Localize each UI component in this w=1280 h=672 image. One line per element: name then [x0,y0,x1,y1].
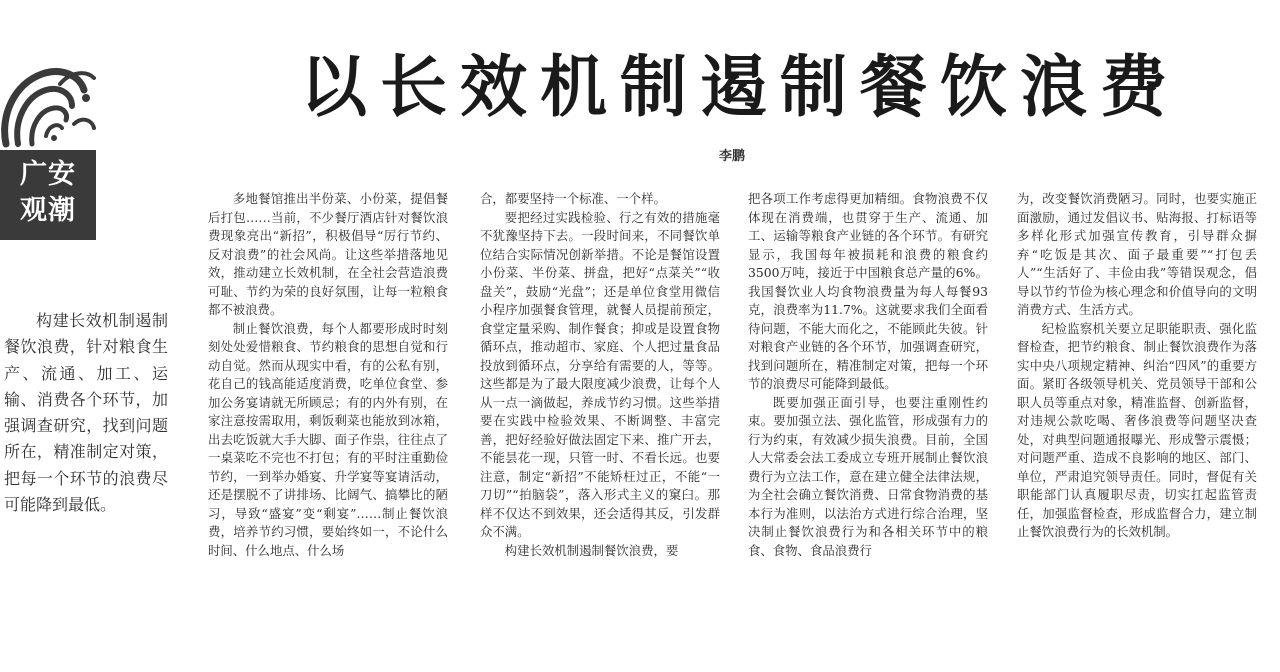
column-name-line2: 观潮 [20,195,76,226]
paragraph: 构建长效机制遏制餐饮浪费，要 [504,542,679,558]
paragraph: 合，都要坚持一个标准、一个样。 [480,191,666,206]
paragraph: 多地餐馆推出半份菜、小份菜，提倡餐后打包……当前，不少餐厅酒店针对餐饮浪费现象亮出“新招”，积极倡导“厉行节约、反对浪费”的社会风尚。让这些举措落地见效，推动建立长效机制，在全社会营造浪费可耻、节约为荣的良好氛围，让每一粒粮食都不被浪费。 [208,191,448,317]
article-column-3 [748,190,988,650]
article-column-4 [1017,190,1257,650]
paragraph: 既要加强正面引导，也要注重刚性约束。要加强立法、强化监管，形成强有力的行为约束，有效减少损失浪费。目前，全国人大常委会法工委成立专班开展制止餐饮浪费行为立法工作，意在建立健全法律法规，为全社会确立餐饮消费、日常食物消费的基本行为准则，以法治方式进行综合治理，坚决制止餐饮浪费行为和各相关环节中的粮食、食物、食品浪费行 [748,394,988,558]
article-summary: 构建长效机制遏制餐饮浪费，针对粮食生产、流通、加工、运输、消费各个环节，加强调查研究，找到问题所在，精准制定对策，把每一个环节的浪费尽可能降到最低。 [4,311,168,515]
paragraph: 纪检监察机关要立足职能职责、强化监督检查，把节约粮食、制止餐饮浪费作为落实中央八项规定精神、纠治“四风”的重要方面。紧盯各级领导机关、党员领导干部和公职人员等重点对象，精准监督、创新监督，对违规公款吃喝、奢侈浪费等问题坚决查处，对典型问题通报曝光、形成警示震慑；对问题严重、造成不良影响的地区、部门、单位，严肃追究领导责任。同时，督促有关职能部门认真履职尽责，切实扛起监管责任，加强监督检查，形成监督合力，建立制止餐饮浪费行为的长效机制。 [1017,320,1257,539]
paragraph: 要把经过实践检验、行之有效的措施毫不犹豫坚持下去。一段时间来，不同餐饮单位结合实际情况创新举措。不论是餐馆设置小份菜、半份菜、拼盘，把好“点菜关”“收盘关”，鼓励“光盘”；还是单位食堂用微信小程序加强餐食管理，就餐人员提前预定，食堂定量采购、制作餐食；抑或是设置食物循环点，推动超市、家庭、个人把过量食品投放到循环点，分享给有需要的人，等等。这些都是为了最大限度减少浪费，让每个人从一点一滴做起，养成节约习惯。这些举措要在实践中检验效果、不断调整、丰富完善，把好经验好做法固定下来、推广开去，不能昙花一现，只管一时、不看长远。也要注意，制定“新招”不能矫枉过正，不能“一刀切”“拍脑袋”，落入形式主义的窠臼。那样不仅达不到效果，还会适得其反，引发群众不满。 [480,209,720,539]
wave-icon [0,54,96,150]
paragraph: 制止餐饮浪费，每个人都要形成时时刻刻处处爱惜粮食、节约粮食的思想自觉和行动自觉。然而从现实中看，有的公私有别，花自己的钱高能适度消费，吃单位食堂、参加公务宴请就无所顾忌；有的内外有别，在家注意按需取用，剩饭剩菜也能放到冰箱，出去吃饭就大手大脚、面子作祟，往往点了一桌菜吃不完也不打包；有的平时注重勤俭节约，一到举办婚宴、升学宴等宴请活动，还是摆脱不了讲排场、比阔气、搞攀比的陋习，导致“盛宴”变“剩宴”……制止餐饮浪费，培养节约习惯，要始终如一，不论什么时间、什么地点、什么场 [208,320,448,558]
article-column-1 [208,190,448,650]
author-byline: 李鹏 [718,149,745,164]
column-logo [0,54,96,240]
article-headline: 以长效机制遏制餐饮浪费 [300,48,1180,126]
paragraph: 把各项工作考虑得更加精细。食物浪费不仅体现在消费端，也贯穿于生产、流通、加工、运输等粮食产业链的各个环节。有研究显示，我国每年被损耗和浪费的粮食约3500万吨，接近于中国粮食总产量的6%。我国餐饮业人均食物浪费量为每人每餐93克，浪费率为11.7%。这就要求我们全面看待问题，不能大而化之，不能顾此失彼。针对粮食产业链的各个环节，加强调查研究，找到问题所在，精准制定对策，把每一个环节的浪费尽可能降到最低。 [748,191,988,391]
column-name-line1: 广安 [20,159,76,190]
column-name-box [0,150,96,240]
paragraph: 为，改变餐饮消费陋习。同时，也要实施正面激励，通过发倡议书、贴海报、打标语等多样化形式加强宣传教育，引导群众摒弃“吃饭是其次、面子最重要”“打包丢人”“生活好了、丰俭由我”等错误观念，倡导以节约节俭为核心理念和价值导向的文明消费方式、生活方式。 [1017,191,1257,317]
article-column-2 [480,190,720,650]
